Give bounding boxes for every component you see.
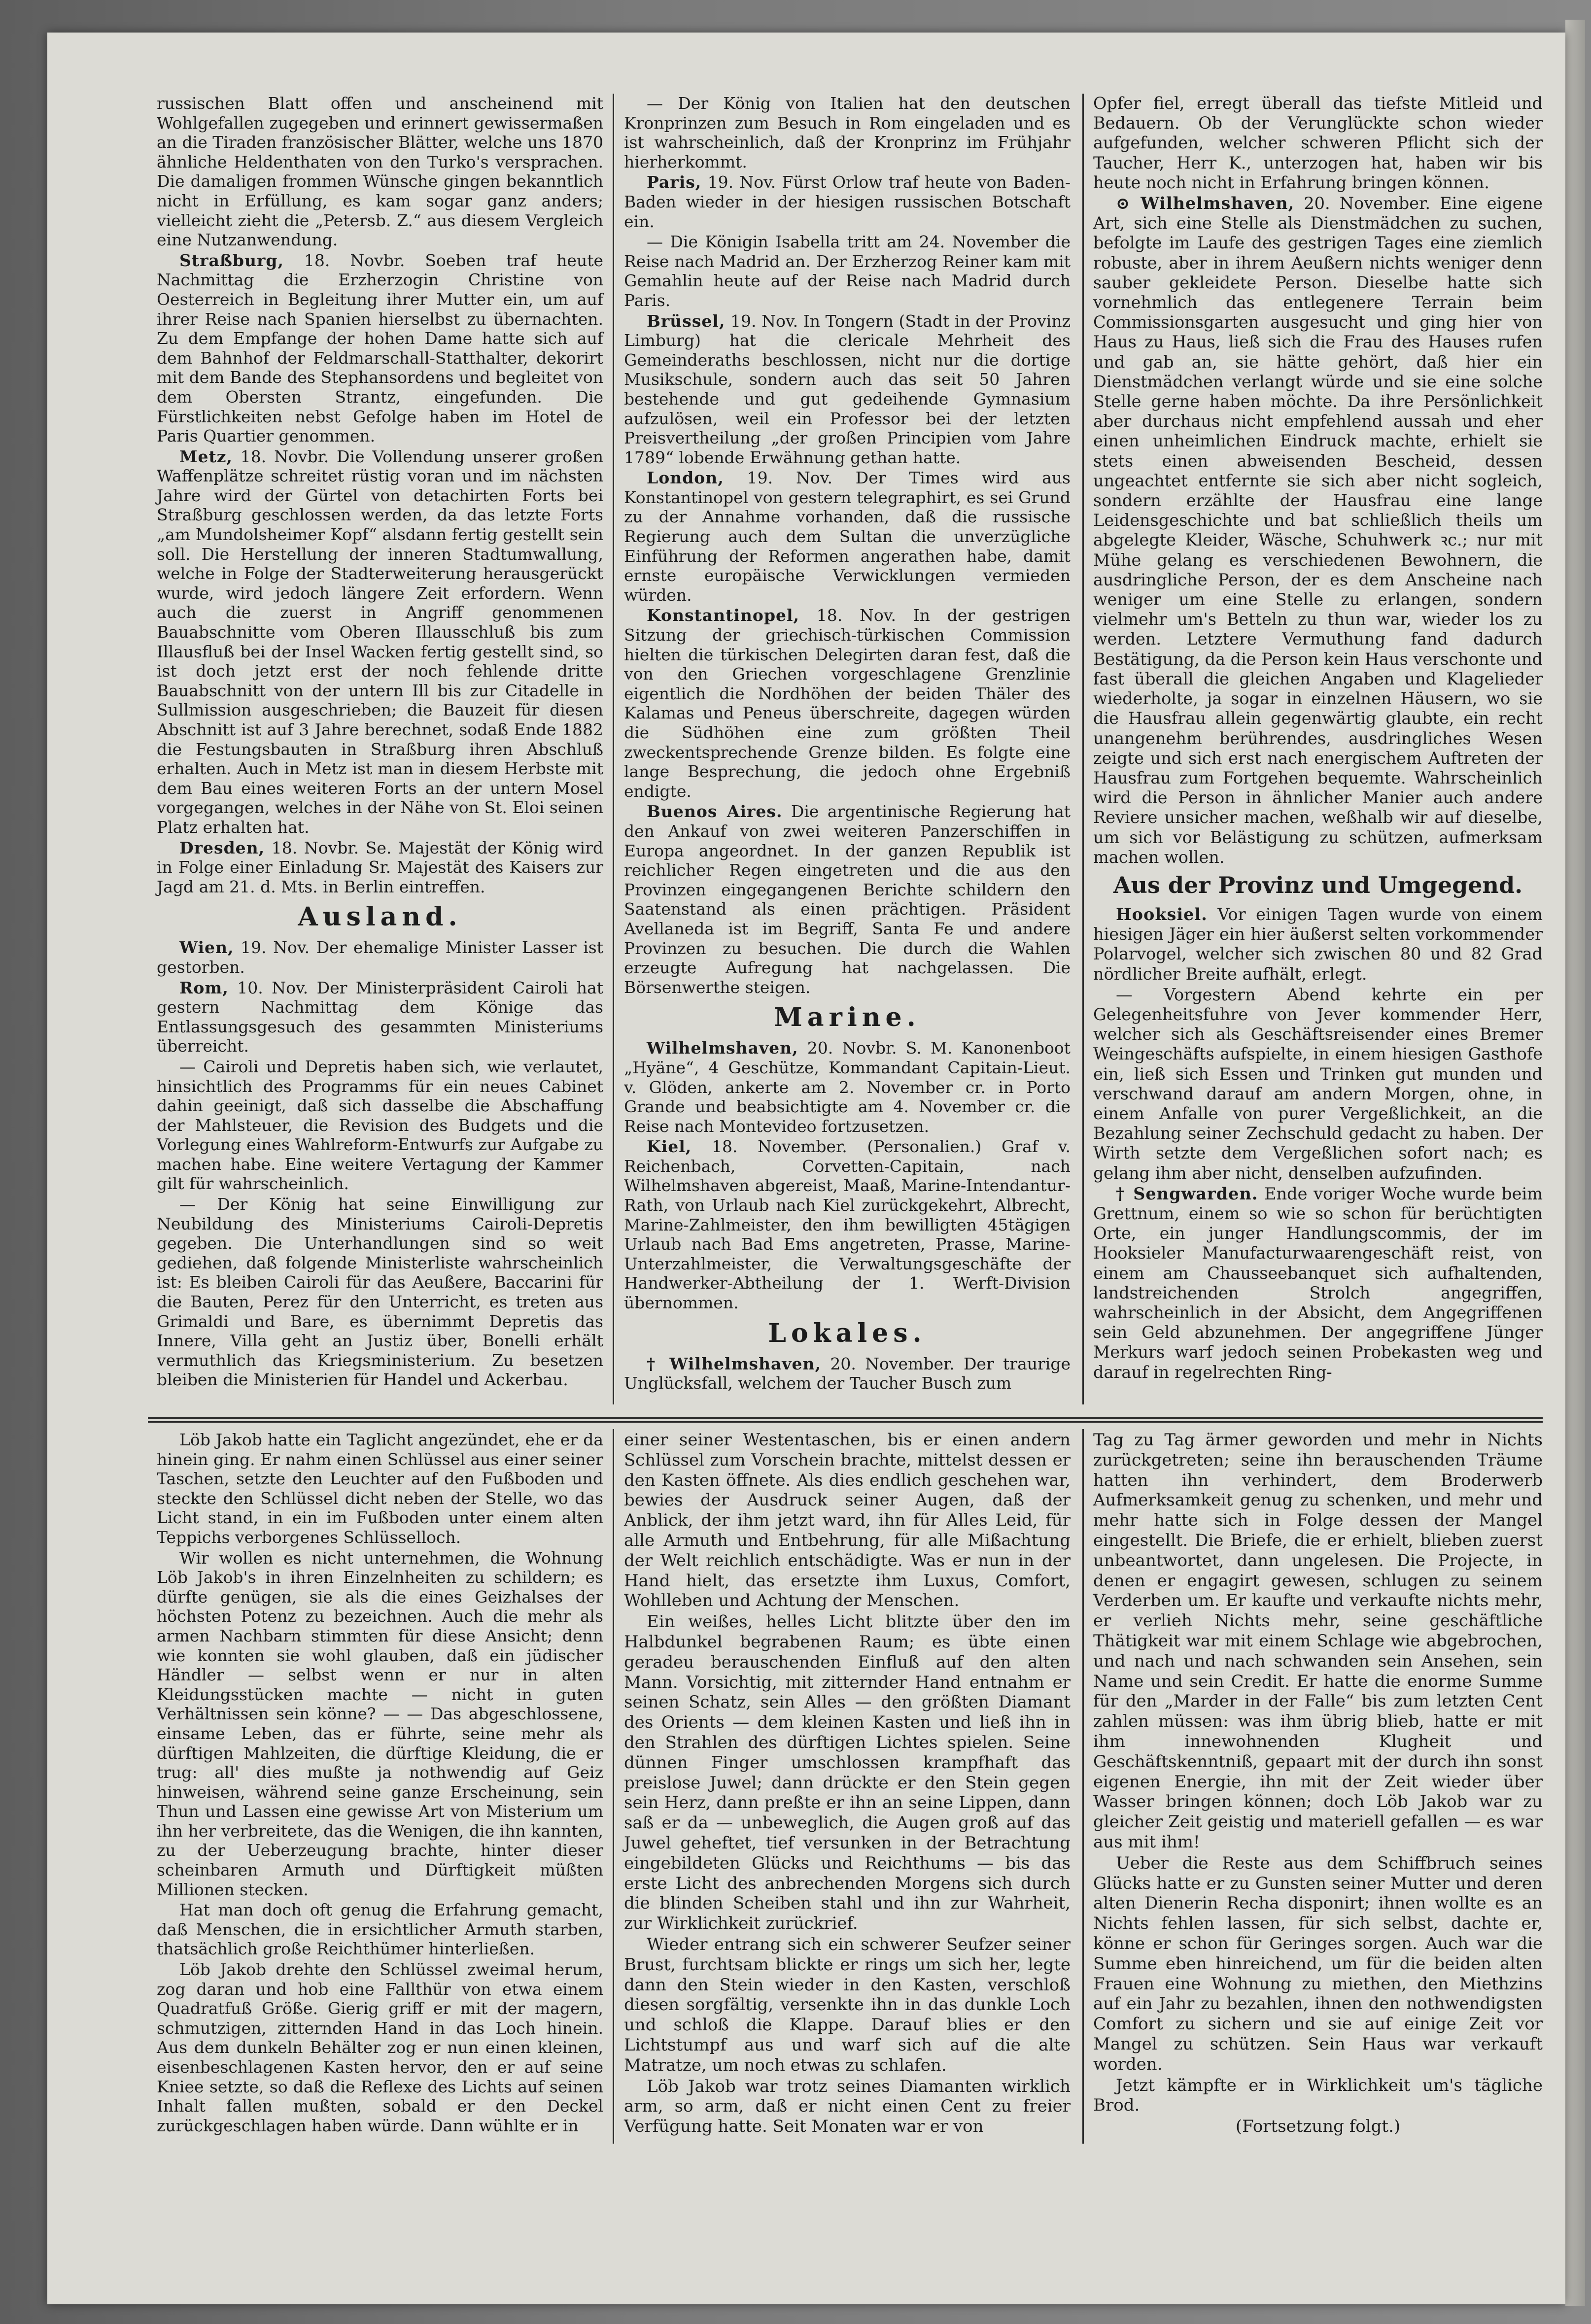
dateline: Rom,	[179, 978, 229, 997]
article-paragraph	[157, 938, 603, 977]
article-paragraph	[1093, 2117, 1543, 2137]
paragraph-text: 19. Nov. Fürst Orlow traf heute von Baden-Baden wieder in der hiesigen russischen Botschaft ein.	[624, 172, 1071, 231]
news-column-2	[624, 94, 1071, 1394]
article-paragraph	[157, 1430, 603, 1547]
article-paragraph	[624, 232, 1071, 310]
article-paragraph	[624, 1137, 1071, 1312]
paragraph-text: — Der König hat seine Einwilligung zur Neubildung des Ministeriums Cairoli-Depretis gegeben. Die Unterhandlungen sind so weit gediehen, daß folgende Ministerliste wahrscheinlich ist: Es bleiben Cairoli für das Aeußere, Baccarini für die Bauten, Perez für den Unterricht, es treten aus Grimaldi und Bare, es übernimmt Depretis das Innere, Villa geht an Justiz über, Bonelli erhält vermuthlich das Kriegsministerium. Zu besetzen bleiben die Ministerien für Handel und Ackerbau.	[157, 1195, 603, 1390]
feuilleton-separator	[148, 1421, 1543, 1423]
section-heading: Marine.	[774, 1002, 921, 1033]
article-paragraph	[624, 606, 1071, 801]
paragraph-text: Ein weißes, helles Licht blitzte über den im Halbdunkel begrabenen Raum; es übte einen geradeu berauschenden Einfluß auf den alten Mann. Vorsichtig, mit zitternder Hand entnahm er seinen Schatz, sein Alles — den größten Diamant des Orients — dem kleinen Kasten und ließ ihn in den Strahlen des dürftigen Lichtes spielen. Seine dünnen Finger umschlossen krampfhaft das preislose Juwel; dann drückte er den Stein gegen sein Herz, dann preßte er ihn an seine Lippen, dann saß er da — unbeweglich, die Augen groß auf das Juwel geheftet, tief versunken in der Betrachtung eingebildeten Glücks und Reichthums — bis das erste Licht des anbrechenden Morgens sich durch die blinden Scheiben stahl und ihn zur Wahrheit, zur Wirklichkeit zurückrief.	[624, 1612, 1071, 1934]
article-paragraph	[624, 172, 1071, 231]
article-paragraph	[624, 311, 1071, 468]
paragraph-text: 18. Novbr. Die Vollendung unserer großen Waffenplätze schreitet rüstig voran und im nächsten Jahre wird der Gürtel von detachirten Forts bei Straßburg geschlossen werden, da das letzte Forts „am Mundolsheimer Kopf“ alsdann fertig gestellt sein soll. Die Herstellung der inneren Stadtumwallung, welche in Folge der Stadterweiterung herausgerückt wurde, wird jedoch längere Zeit erfordern. Wenn auch die zuerst in Angriff genommenen Bauabschnitte vom Oberen Illausschluß bis zum Illausfluß bei der Insel Wacken fertig gestellt sind, so ist doch jetzt erst der noch fehlende dritte Bauabschnitt von der untern Ill bis zur Citadelle in Sullmission ausgeschrieben; die Bauzeit für diesen Abschnitt ist auf 3 Jahre berechnet, sodaß Ende 1882 die Festungsbauten in Straßburg ihren Abschluß erhalten. Auch in Metz ist man in diesem Herbste mit dem Bau eines weiteren Forts an der untern Mosel vorgegangen, welches in der Nähe von St. Eloi seinen Platz erhalten hat.	[157, 446, 603, 837]
paragraph-text: Jetzt kämpfte er in Wirklichkeit um's tägliche Brod.	[1093, 2075, 1543, 2116]
dateline: Paris,	[647, 172, 702, 192]
dateline: Brüssel,	[647, 311, 726, 331]
feuilleton-separator	[148, 1417, 1543, 1419]
article-paragraph	[1093, 905, 1543, 984]
paragraph-text: 18. November. (Personalien.) Graf v. Reichenbach, Corvetten-Capitain, nach Wilhelmshaven abgereist, Maaß, Marine-Intendantur-Rath, von Urlaub nach Kiel zurückgekehrt, Albrecht, Marine-Zahlmeister, den ihm bewilligten 45tägigen Urlaub nach Bad Ems angetreten, Prasse, Marine-Unterzahlmeister, die Verwaltungsgeschäfte der Handwerker-Abtheilung der 1. Werft-Division übernommen.	[624, 1137, 1071, 1313]
article-paragraph	[624, 1430, 1071, 1611]
paragraph-text: Opfer fiel, erregt überall das tiefste Mitleid und Bedauern. Ob der Verunglückte schon wieder aufgefunden, welcher schweren Pflicht sich der Taucher, Herr K., unterzogen hat, haben wir bis heute noch nicht in Erfahrung bringen können.	[1093, 94, 1543, 192]
column-rule	[1082, 1429, 1084, 2144]
paragraph-text: 19. Nov. Der Times wird aus Konstantinopel von gestern telegraphirt, es sei Grund zu der Annahme vorhanden, daß die russische Regierung auch dem Sultan die unverzügliche Einführung der Reformen angerathen habe, damit ernste europäische Verwicklungen vermieden würden.	[624, 468, 1071, 605]
paragraph-text: Löb Jakob hatte ein Taglicht angezündet, ehe er da hinein ging. Er nahm einen Schlüssel aus einer seiner Taschen, setzte den Leuchter auf den Fußboden und steckte den Schlüssel dicht neben der Stelle, wo das Licht stand, in ein im Fußboden unter einem alten Teppichs verborgenes Schlüsselloch.	[157, 1430, 603, 1547]
article-paragraph	[1093, 1853, 1543, 2075]
column-rule	[613, 94, 614, 1404]
paragraph-text: 20. November. Der traurige Unglücksfall, welchem der Taucher Busch zum	[624, 1354, 1071, 1393]
paragraph-text: Ende voriger Woche wurde beim Grettnum, einem so wie so schon für berüchtigten Orte, ein junger Handlungscommis, der im Hooksieler Manufacturwaarengeschäft reist, von einem am Chausseebanquet sich aufhaltenden, landstreichenden Strolch angegriffen, wahrscheinlich in der Absicht, dem Angegriffenen sein Geld abzunehmen. Der angegriffene Jünger Merkurs warf jedoch seinen Probekasten weg und darauf in regelrechten Ring-	[1093, 1184, 1543, 1382]
paragraph-text: 20. Novbr. S. M. Kanonenboot „Hyäne“, 4 Geschütze, Kommandant Capitain-Lieut. v. Glöden, ankerte am 2. November cr. in Porto Grande und beabsichtigte am 4. November cr. die Reise nach Montevideo fortzusetzen.	[624, 1038, 1071, 1136]
article-paragraph	[157, 838, 603, 897]
paragraph-text: 19. Nov. In Tongern (Stadt in der Provinz Limburg) hat die clericale Mehrheit des Gemeinderaths beschlossen, nicht nur die dortige Musikschule, sondern auch das seit 50 Jahren bestehende und gut gedeihende Gymnasium aufzulösen, weil ein Professor bei der letzten Preisvertheilung „der großen Principien vom Jahre 1789“ lobende Erwähnung gethan hatte.	[624, 311, 1071, 467]
paragraph-text: Tag zu Tag ärmer geworden und mehr in Nichts zurückgetreten; seine ihn berauschenden Träume hatten ihn verhindert, dem Broderwerb Aufmerksamkeit genug zu schenken, und mehr und mehr hatte sich in Folge dessen der Mangel eingestellt. Die Briefe, die er erhielt, blieben zuerst unbeantwortet, dann ungelesen. Die Projecte, in denen er engagirt gewesen, schlugen zu seinem Verderben um. Er kaufte und verkaufte nichts mehr, er verlieh Nichts mehr, seine geschäftliche Thätigkeit war mit einem Schlage wie abgebrochen, und nach und nach schwanden sein Ansehen, sein Name und sein Credit. Er hatte die enorme Summe für den „Marder in der Falle“ bis zum letzten Cent zahlen müssen: was ihm übrig blieb, hatte er mit ihm innewohnenden Klugheit und Geschäftskenntniß, gepaart mit der durch ihn sonst eigenen Energie, ihn mit der Zeit wieder über Wasser bringen können; doch Löb Jakob war zu gleicher Zeit geistig und materiell gefallen — es war aus mit ihm!	[1093, 1430, 1543, 1852]
article-paragraph	[624, 1354, 1071, 1393]
paragraph-text: 20. November. Eine eigene Art, sich eine Stelle als Dienstmädchen zu suchen, befolgte im Laufe des gestrigen Tages eine ziemlich robuste, aber in ihrem Aeußern nichts weniger denn sauber gekleidete Person. Dieselbe hatte sich vornehmlich das entlegenere Terrain beim Commissionsgarten ausgesucht und ging hier von Haus zu Haus, ließ sich die Frau des Hauses rufen und gab an, sie hätte gehört, daß hier ein Dienstmädchen verlangt würde und sie eine solche Stelle gerne haben möchte. Da ihre Persönlichkeit aber durchaus nicht empfehlend aussah und eher einen unheimlichen Eindruck machte, erhielt sie stets einen abweisenden Bescheid, dessen ungeachtet entfernte sie sich aber nicht sogleich, sondern erzählte der Hausfrau eine lange Leidensgeschichte und bat schließlich theils um abgelegte Kleider, Wäsche, Schuhwerk ꝛc.; nur mit Mühe gelang es verschiedenen Bewohnern, die ausdringliche Person, der es dem Anscheine nach weniger um eine Stelle zu erlangen, sondern vielmehr um's Betteln zu thun war, wieder los zu werden. Letztere Vermuthung fand dadurch Bestätigung, da die Person kein Haus verschonte und fast überall die gleichen Angaben und Klagelieder wiederholte, ja sogar in einzelnen Häusern, wo sie die Hausfrau allein gegenwärtig glaubte, ein recht unangenehm berührendes, ausdringliches Wesen zeigte und sich erst nach energischem Auftreten der Hausfrau zum Fortgehen bequemte. Wahrscheinlich wird die Person in ähnlicher Manier auch andere Reviere unsicher machen, weßhalb wir auf dieselbe, um sich vor Belästigung zu schützen, aufmerksam machen wollen.	[1093, 194, 1543, 867]
dateline: ⊙ Wilhelmshaven,	[1116, 194, 1295, 213]
paragraph-text: 10. Nov. Der Ministerpräsident Cairoli hat gestern Nachmittag dem Könige das Entlassungsgesuch des gesammten Ministeriums überreicht.	[157, 978, 603, 1056]
paragraph-text: 19. Nov. Der ehemalige Minister Lasser ist gestorben.	[157, 938, 603, 977]
dateline: Dresden,	[179, 838, 265, 857]
article-paragraph	[157, 1548, 603, 1900]
article-paragraph	[624, 468, 1071, 605]
news-column-1	[157, 94, 603, 1391]
dateline: † Sengwarden.	[1116, 1184, 1258, 1203]
dateline: Kiel,	[647, 1137, 692, 1157]
article-paragraph	[157, 978, 603, 1056]
article-paragraph	[1093, 194, 1543, 867]
feuilleton-column-2	[624, 1430, 1071, 2138]
paragraph-text: Die argentinische Regierung hat den Ankauf von zwei weiteren Panzerschiffen in Europa angeordnet. In der ganzen Republik ist reichlicher Regen eingetreten und die aus den Provinzen eingegangenen Berichte schildern den Saatenstand als einen prächtigen. Präsident Avellaneda ist im Begriff, Santa Fe und andere Provinzen zu besuchen. Die durch die Wahlen erzeugte Aufregung hat nachgelassen. Die Börsenwerthe steigen.	[624, 802, 1071, 997]
dateline: Metz,	[179, 446, 233, 466]
column-rule	[1082, 94, 1084, 1404]
section-heading: Lokales.	[768, 1318, 927, 1348]
dateline: Konstantinopel,	[647, 606, 800, 625]
article-paragraph	[157, 251, 603, 446]
paragraph-text: Löb Jakob war trotz seines Diamanten wirklich arm, so arm, daß er nicht einen Cent zu freier Verfügung hatte. Seit Monaten war er von	[624, 2076, 1071, 2137]
paragraph-text: Wieder entrang sich ein schwerer Seufzer seiner Brust, furchtsam blickte er rings um sich her, legte dann den Stein wieder in den Kasten, verschloß diesen sorgfältig, versenkte ihn in das dunkle Loch und schloß die Klappe. Darauf blies er den Lichtstumpf aus und warf sich auf die alte Matratze, um noch etwas zu schlafen.	[624, 1934, 1071, 2075]
paragraph-text: Wir wollen es nicht unternehmen, die Wohnung Löb Jakob's in ihren Einzelnheiten zu schildern; es dürfte genügen, sie als die eines Geizhalses der höchsten Potenz zu bezeichnen. Auch die mehr als armen Nachbarn stimmten für diese Ansicht; denn wie konnten sie wohl glauben, daß ein jüdischer Händler — selbst wenn er nur in alten Kleidungsstücken machte — nicht in guten Verhältnissen sein könne? — — Das abgeschlossene, einsame Leben, das er führte, seine mehr als dürftigen Mahlzeiten, die dürftige Kleidung, die er trug: all' dies mußte ja nothwendig auf Geiz hinweisen, während seine ganze Erscheinung, sein Thun und Lassen eine gewisse Art von Misterium um ihn her verbreitete, das die Wenigen, die ihn kannten, zu der Ueberzeugung brachte, hinter dieser scheinbaren Armuth und Dürftigkeit müßten Millionen stecken.	[157, 1548, 603, 1899]
article-paragraph	[157, 1057, 603, 1194]
article-paragraph	[624, 1935, 1071, 2076]
article-paragraph	[1093, 985, 1543, 1183]
dateline: Buenos Aires.	[647, 802, 783, 821]
column-rule	[613, 1429, 614, 2144]
paragraph-text: — Cairoli und Depretis haben sich, wie verlautet, hinsichtlich des Programms für ein neues Cabinet dahin geeinigt, daß sich dasselbe die Abschaffung der Mahlsteuer, die Revision des Budgets und die Vorlegung eines Wahlreform-Entwurfs zur Aufgabe zu machen habe. Eine weitere Vertagung der Kammer gilt für wahrscheinlich.	[157, 1057, 603, 1194]
article-paragraph	[157, 1900, 603, 1959]
dateline: Hooksiel.	[1116, 904, 1208, 924]
paragraph-text: — Der König von Italien hat den deutschen Kronprinzen zum Besuch in Rom eingeladen und es ist wahrscheinlich, daß der Kronprinz im Frühjahr hierherkommt.	[624, 94, 1071, 171]
feuilleton-column-1	[157, 1430, 603, 2136]
paragraph-text: Vor einigen Tagen wurde von einem hiesigen Jäger ein hier äußerst selten vorkommender Polarvogel, welcher sich zwischen 80 und 82 Grad nördlicher Breite aufhält, erlegt.	[1093, 904, 1543, 984]
article-paragraph	[1093, 1430, 1543, 1852]
paragraph-text: Löb Jakob drehte den Schlüssel zweimal herum, zog daran und hob eine Fallthür von etwa einem Quadratfuß Größe. Gierig griff er mit der magern, schmutzigen, zitternden Hand in das Loch hinein. Aus dem dunkeln Behälter zog er nun einen kleinen, eisenbeschlagenen Kasten hervor, den er auf seine Kniee setzte, so daß die Reflexe des Lichts auf seinen Inhalt fallen mußten, sobald er den Deckel zurückgeschlagen haben würde. Dann wühlte er in	[157, 1960, 603, 2135]
feuilleton-column-3	[1093, 1430, 1543, 2138]
article-paragraph	[1093, 94, 1543, 193]
paragraph-text: einer seiner Westentaschen, bis er einen andern Schlüssel zum Vorschein brachte, mittelst dessen er den Kasten öffnete. Als dies endlich geschehen war, bewies der Ausdruck seiner Augen, daß der Anblick, der ihm jetzt ward, ihn für Alles Leid, für alle Armuth und Entbehrung, für alle Mißachtung der Welt reichlich entschädigte. Was er nun in der Hand hielt, das ersetzte ihm Luxus, Comfort, Wohlleben und Achtung der Menschen.	[624, 1430, 1071, 1611]
article-paragraph	[624, 1612, 1071, 1934]
next-page-edge	[1565, 20, 1585, 2306]
article-paragraph	[157, 1960, 603, 2135]
paragraph-text: 18. Nov. In der gestrigen Sitzung der griechisch-türkischen Commission hielten die türkischen Delegirten daran fest, daß die von den Griechen vorgeschlagene Grenzlinie eigentlich die Nordhöhen der beiden Thäler des Kalamas und Peneus überschreite, dagegen würden die Südhöhen eine zum größten Theil zweckentsprechende Grenze bilden. Es folgte eine lange Besprechung, die jedoch ohne Ergebniß endigte.	[624, 606, 1071, 801]
article-paragraph	[157, 1195, 603, 1390]
news-column-3	[1093, 94, 1543, 1383]
section-heading: Ausland.	[298, 902, 462, 932]
section-heading: Aus der Provinz und Umgegend.	[1113, 871, 1523, 898]
article-paragraph	[157, 94, 603, 250]
dateline: † Wilhelmshaven,	[647, 1354, 822, 1373]
article-paragraph	[1093, 2076, 1543, 2116]
dateline: Wilhelmshaven,	[647, 1038, 798, 1058]
dateline: Straßburg,	[179, 250, 284, 270]
article-paragraph	[1093, 1184, 1543, 1382]
paragraph-text: 18. Novbr. Se. Majestät der König wird in Folge einer Einladung Sr. Majestät des Kaisers zur Jagd am 21. d. Mts. in Berlin eintreffen.	[157, 838, 603, 896]
article-paragraph	[157, 447, 603, 837]
article-paragraph	[624, 2077, 1071, 2137]
paragraph-text: — Die Königin Isabella tritt am 24. November die Reise nach Madrid an. Der Erzherzog Reiner kam mit Gemahlin heute auf der Reise nach Madrid durch Paris.	[624, 232, 1071, 310]
paragraph-text: — Vorgestern Abend kehrte ein per Gelegenheitsfuhre von Jever kommender Herr, welcher sich als Geschäftsreisender eines Bremer Weingeschäfts aufspielte, in einem hiesigen Gasthofe ein, ließ sich Essen und Trinken gut munden und verschwand darauf am andern Morgen, ohne, in einem Anfalle von purer Vergeßlichkeit, an die Bezahlung seiner Zechschuld gedacht zu haben. Der Wirth setzte dem Vergeßlichen sofort nach; es gelang ihm aber nicht, denselben aufzufinden.	[1093, 985, 1543, 1183]
paragraph-text: russischen Blatt offen und anscheinend mit Wohlgefallen zugegeben und erinnert gewissermaßen an die Tiraden französischer Blätter, welche uns 1870 ähnliche Heldenthaten von den Turko's versprachen. Die damaligen frommen Wünsche gingen bekanntlich nicht in Erfüllung, es kam sogar ganz anders; vielleicht zieht die „Petersb. Z.“ aus diesem Vergleich eine Nutzanwendung.	[157, 94, 603, 250]
dateline: London,	[647, 468, 724, 488]
article-paragraph	[624, 94, 1071, 171]
paragraph-text: Ueber die Reste aus dem Schiffbruch seines Glücks hatte er zu Gunsten seiner Mutter und deren alten Dienerin Recha disponirt; ihnen wollte es an Nichts fehlen lassen, für sich selbst, dachte er, könne er schon für Geringes sorgen. Auch war die Summe eben hinreichend, um für die beiden alten Frauen eine Wohnung zu miethen, den Miethzins auf ein Jahr zu bezahlen, ihnen den nothwendigsten Comfort zu sichern und sie auf einige Zeit vor Mangel zu schützen. Sein Haus war verkauft worden.	[1093, 1853, 1543, 2074]
article-paragraph	[624, 1038, 1071, 1136]
paragraph-text: (Fortsetzung folgt.)	[1235, 2117, 1401, 2137]
paragraph-text: 18. Novbr. Soeben traf heute Nachmittag die Erzherzogin Christine von Oesterreich in Begleitung ihrer Mutter ein, um auf ihrer Reise nach Spanien hierselbst zu übernachten. Zu dem Empfange der hohen Dame hatte sich auf dem Bahnhof der Feldmarschall-Statthalter, dekorirt mit dem Bande des Stephansordens und begleitet von dem Obersten Strantz, eingefunden. Die Fürstlichkeiten nebst Gefolge haben im Hotel de Paris Quartier genommen.	[157, 250, 603, 446]
article-paragraph	[624, 802, 1071, 997]
paragraph-text: Hat man doch oft genug die Erfahrung gemacht, daß Menschen, die in ersichtlicher Armuth starben, thatsächlich große Reichthümer hinterließen.	[157, 1900, 603, 1959]
dateline: Wien,	[179, 938, 234, 957]
